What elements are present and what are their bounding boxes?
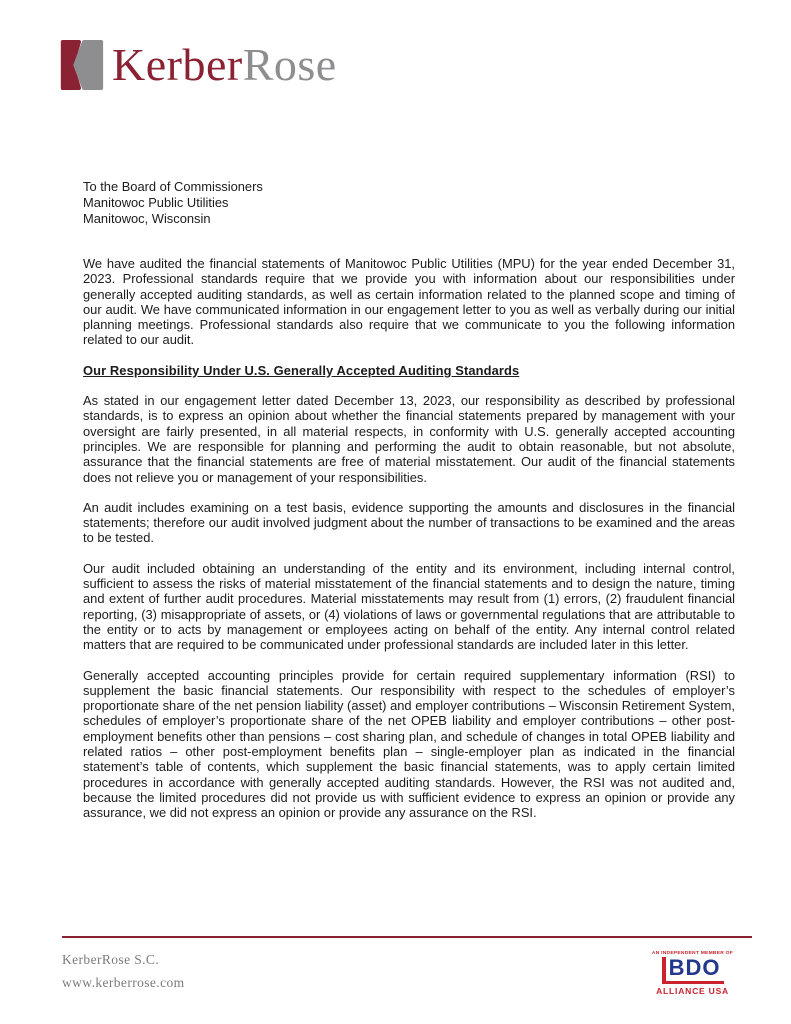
footer-website: www.kerberrose.com xyxy=(62,975,185,990)
wordmark-rose: Rose xyxy=(242,39,337,90)
recipient-line-1: To the Board of Commissioners xyxy=(83,179,263,194)
bdo-wordmark: BDO xyxy=(668,955,721,980)
bdo-member-text: AN INDEPENDENT MEMBER OF xyxy=(652,950,734,956)
page-footer xyxy=(62,936,752,996)
recipient-line-3: Manitowoc, Wisconsin xyxy=(83,211,211,226)
footer-company-name: KerberRose S.C. xyxy=(62,952,160,967)
paragraph-rsi: Generally accepted accounting principles provide for certain required supplementary information (RSI) to supplement the basic financial statements. Our responsibility with respect to the schedules of employer’s proportionate share of the net pension liability (asset) and employer contributions – Wisconsin Retirement System, schedules of employer’s proportionate share of the net OPEB liability and employer contributions – other post-employment benefits other than pensions – cost sharing plan, and schedule of changes in total OPEB liability and related ratios – other post-employment benefits plan – single-employer plan as indicated in the financial statement’s table of contents, which supplement the basic financial statements, was to apply certain limited procedures in accordance with generally accepted auditing standards. However, the RSI was not audited and, because the limited procedures did not provide us with sufficient evidence to express an opinion or provide any assurance, we did not express an opinion or provide any assurance on the RSI. xyxy=(83,667,735,821)
bdo-alliance-text: ALLIANCE USA xyxy=(656,986,729,996)
footer-company-block xyxy=(62,948,185,994)
paragraph-engagement-letter: As stated in our engagement letter dated December 13, 2023, our responsibility as described by professional standards, is to express an opinion about whether the financial statements prepared by management with your oversight are fairly presented, in all material respects, in conformity with U.S. generally accepted accounting principles. We are responsible for planning and performing the audit to obtain reasonable, but not absolute, assurance that the financial statements are free of material misstatement. Our audit of the financial statements does not relieve you or management of your responsibilities. xyxy=(83,393,735,485)
recipient-line-2: Manitowoc Public Utilities xyxy=(83,195,229,210)
bdo-alliance-logo xyxy=(643,950,752,996)
section-heading-responsibility: Our Responsibility Under U.S. Generally Accepted Auditing Standards xyxy=(83,362,520,378)
wordmark-kerber: Kerber xyxy=(112,39,243,90)
kerberrose-logo-icon xyxy=(56,38,106,92)
kerberrose-wordmark xyxy=(112,39,337,90)
bdo-mark xyxy=(662,957,724,984)
paragraph-audit-test-basis: An audit includes examining on a test basis, evidence supporting the amounts and disclosures in the financial statements; therefore our audit involved judgment about the number of transactions to be examined and the areas to be tested. xyxy=(83,499,735,546)
letter-body xyxy=(83,179,735,836)
kerberrose-logo xyxy=(56,38,337,92)
recipient-address xyxy=(83,179,735,227)
paragraph-internal-control: Our audit included obtaining an understanding of the entity and its environment, including internal control, sufficient to assess the risks of material misstatement of the financial statements and to design the nature, timing and extent of further audit procedures. Material misstatements may result from (1) errors, (2) fraudulent financial reporting, (3) misappropriate of assets, or (4) violations of laws or governmental regulations that are attributable to the entity or to acts by management or employees acting on behalf of the entity. Any internal control related matters that are required to be communicated under professional standards are included later in this letter. xyxy=(83,560,735,653)
paragraph-introduction: We have audited the financial statements of Manitowoc Public Utilities (MPU) for the year ended December 31, 2023. Professional standards require that we provide you with information about our responsibilities under generally accepted auditing standards, as well as certain information related to the planned scope and timing of our audit. We have communicated information in our engagement letter to you as well as verbally during our initial planning meetings. Professional standards also require that we communicate to you the following information related to our audit. xyxy=(83,256,735,348)
